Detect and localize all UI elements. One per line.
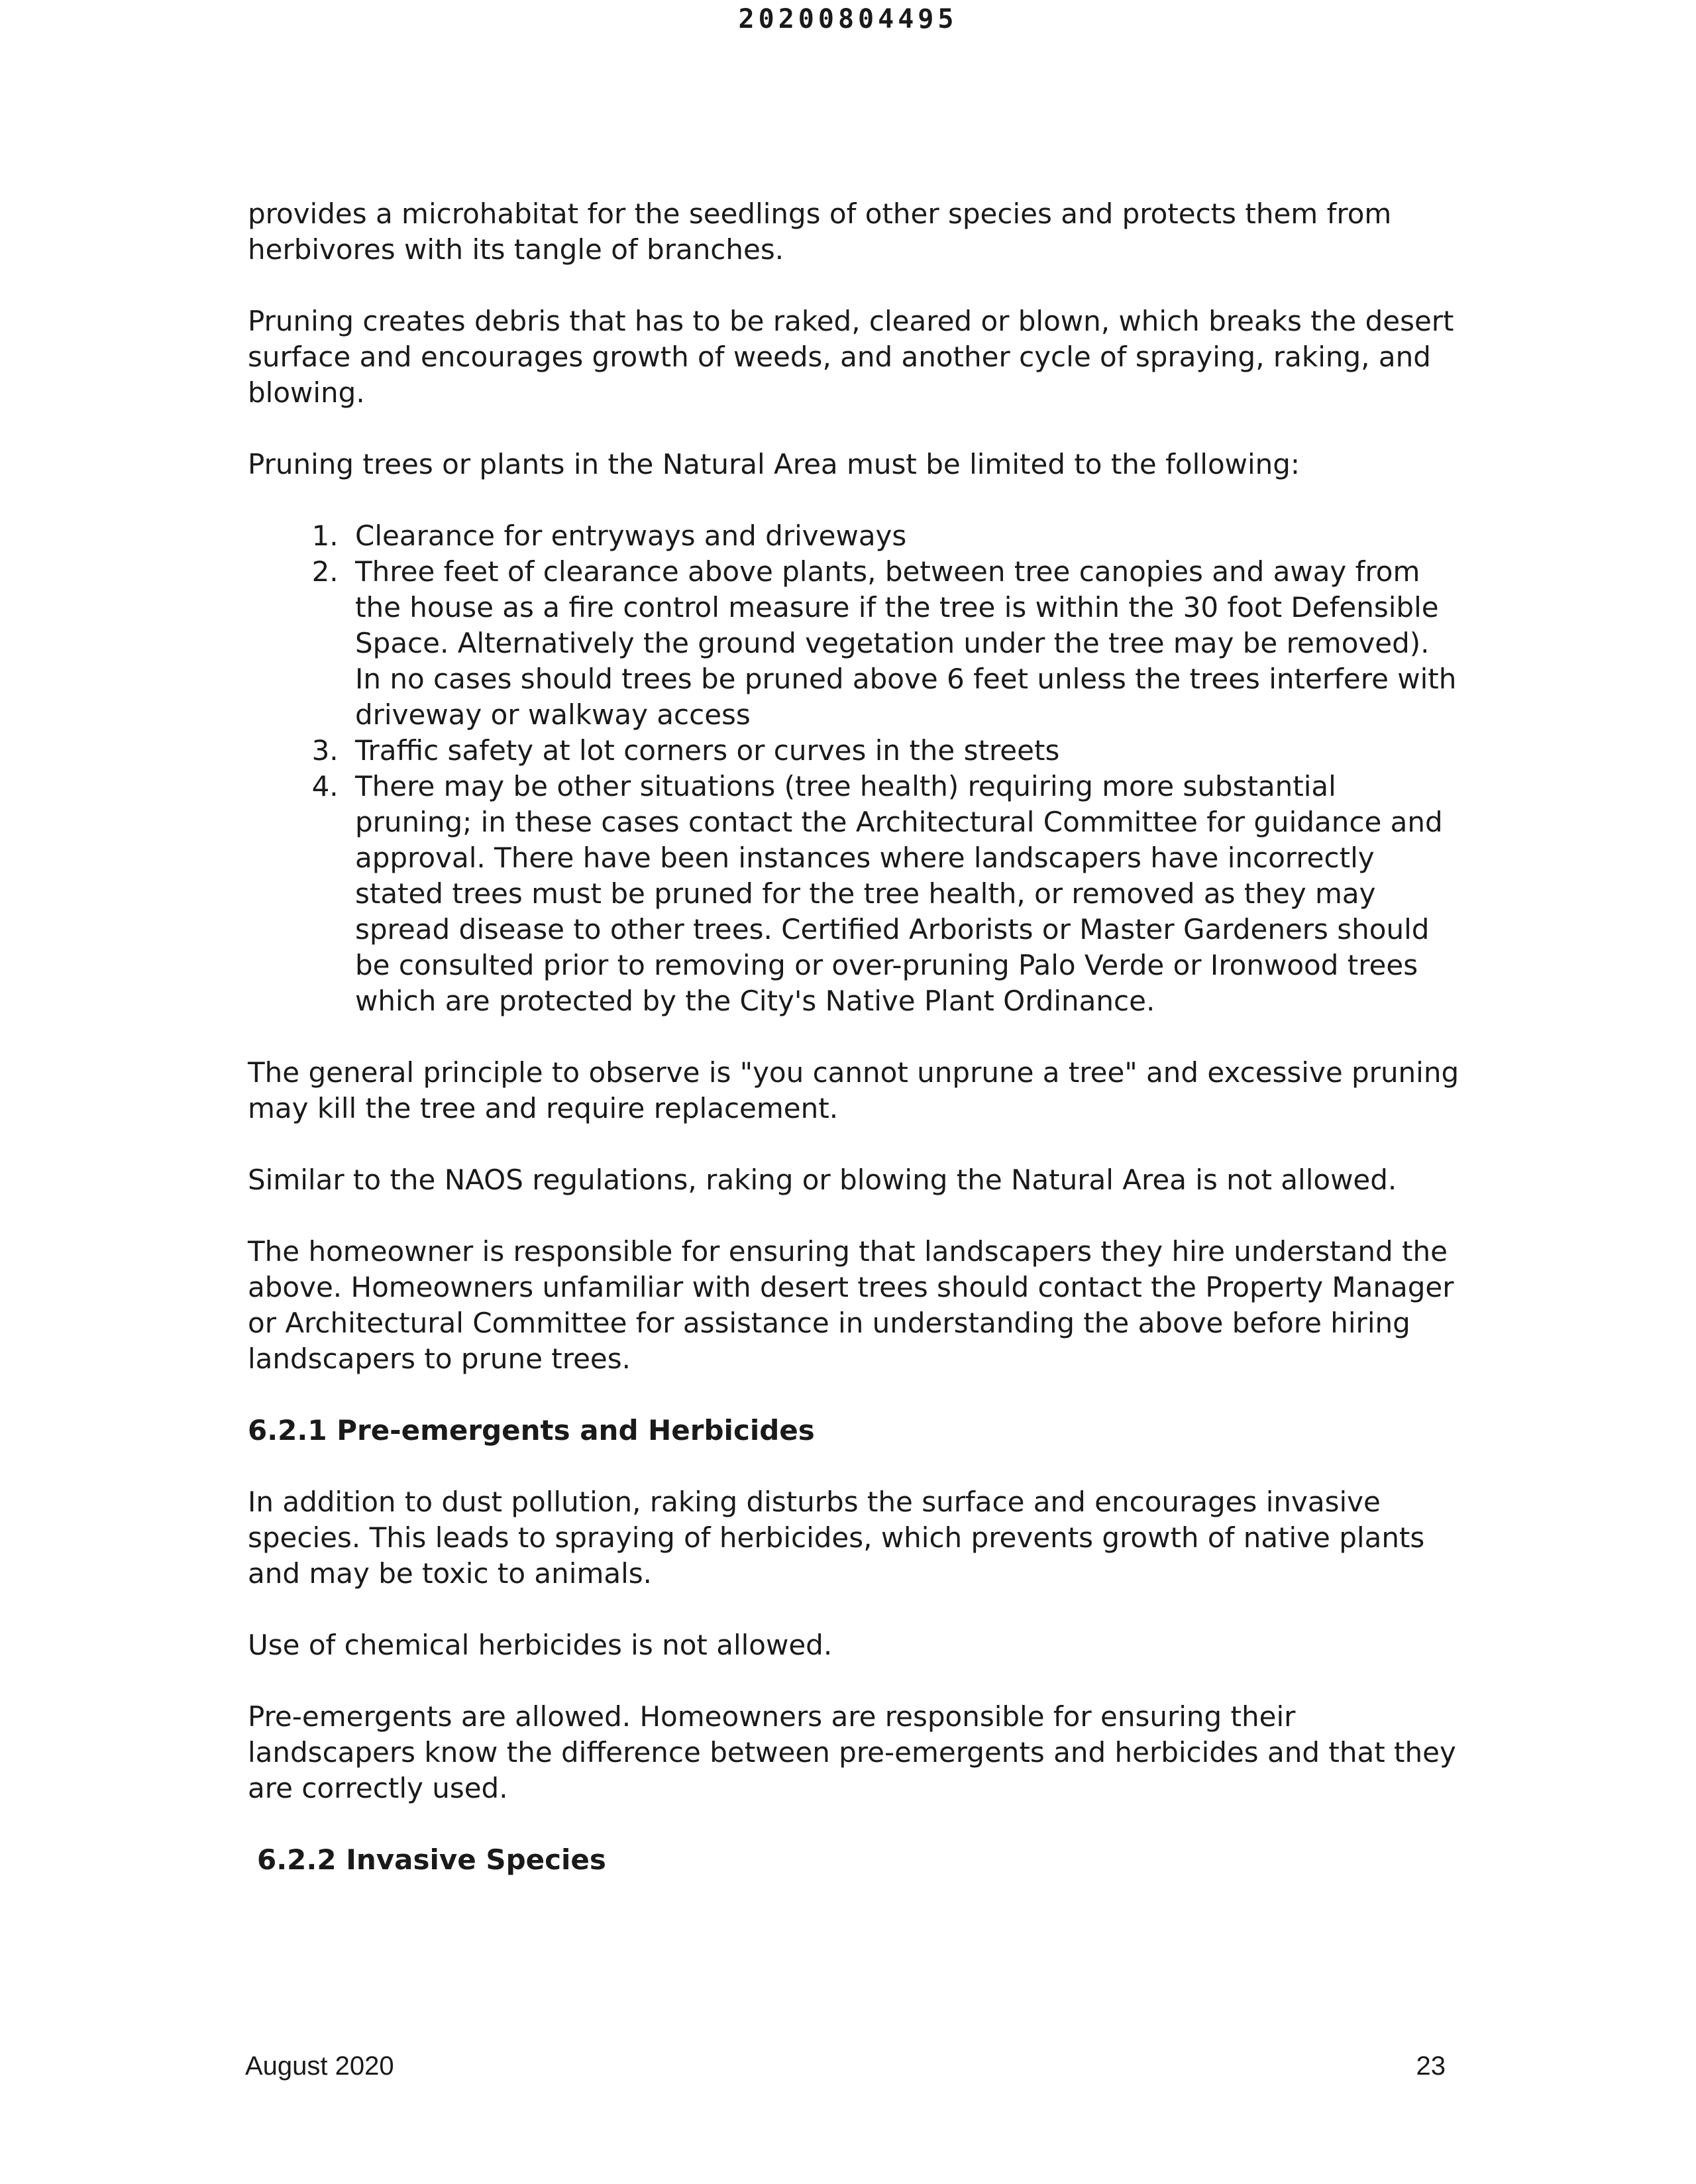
paragraph-naos: Similar to the NAOS regulations, raking or blowing the Natural Area is not allowed. bbox=[248, 1164, 1397, 1196]
paragraph-homeowner: The homeowner is responsible for ensuring that landscapers they hire understand the above. Homeowners unfamiliar with desert trees should contact the Property Manager or Architectural Committee for assistance in understanding the above before hiring landscapers to prune trees. bbox=[248, 1235, 1454, 1375]
page-number: 23 bbox=[1416, 2051, 1446, 2081]
paragraph-dust-pollution: In addition to dust pollution, raking disturbs the surface and encourages invasive species. This leads to spraying of herbicides, which prevents growth of native plants and may be toxic to animals. bbox=[248, 1486, 1425, 1590]
list-item: 4. There may be other situations (tree health) requiring more substantial pruning; in these cases contact the Architectural Committee for guidance and approval. There have been instances where landscapers have incorrectly stated trees must be pruned for the tree health, or removed as they may spread disease to other trees. Certified Arborists or Master Gardeners should be consulted prior to removing or over-pruning Palo Verde or Ironwood trees which are protected by the City's Native Plant Ordinance. bbox=[347, 769, 1460, 1019]
section-heading-pre-emergents: 6.2.1 Pre-emergents and Herbicides bbox=[248, 1414, 815, 1447]
pruning-list bbox=[248, 518, 1460, 1019]
section-heading-invasive-species: 6.2.2 Invasive Species bbox=[257, 1843, 606, 1876]
list-item: 3. Traffic safety at lot corners or curves in the streets bbox=[347, 733, 1460, 769]
paragraph-general-principle: The general principle to observe is "you cannot unprune a tree" and excessive pruning may kill the tree and require replacement. bbox=[248, 1056, 1459, 1124]
list-item: 2. Three feet of clearance above plants, between tree canopies and away from the house as a fire control measure if the tree is within the 30 foot Defensible Space. Alternatively the ground vegetation under the tree may be removed). In no cases should trees be pruned above 6 feet unless the trees interfere with driveway or walkway access bbox=[347, 554, 1460, 733]
footer-date: August 2020 bbox=[245, 2051, 394, 2081]
paragraph-herbicides: Use of chemical herbicides is not allowed. bbox=[248, 1629, 833, 1661]
page-content bbox=[248, 196, 1460, 1914]
paragraph-pre-emergents: Pre-emergents are allowed. Homeowners are responsible for ensuring their landscapers know the difference between pre-emergents and herbicides and that they are correctly used. bbox=[248, 1700, 1456, 1804]
paragraph-pruning-limits: Pruning trees or plants in the Natural Area must be limited to the following: bbox=[248, 448, 1300, 480]
list-item: 1. Clearance for entryways and driveways bbox=[347, 518, 1460, 554]
document-number: 20200804495 bbox=[738, 4, 958, 34]
paragraph-pruning-debris: Pruning creates debris that has to be raked, cleared or blown, which breaks the desert surface and encourages growth of weeds, and another cycle of spraying, raking, and blowing. bbox=[248, 305, 1454, 409]
paragraph-microhabitat: provides a microhabitat for the seedlings of other species and protects them from herbivores with its tangle of branches. bbox=[248, 197, 1392, 266]
